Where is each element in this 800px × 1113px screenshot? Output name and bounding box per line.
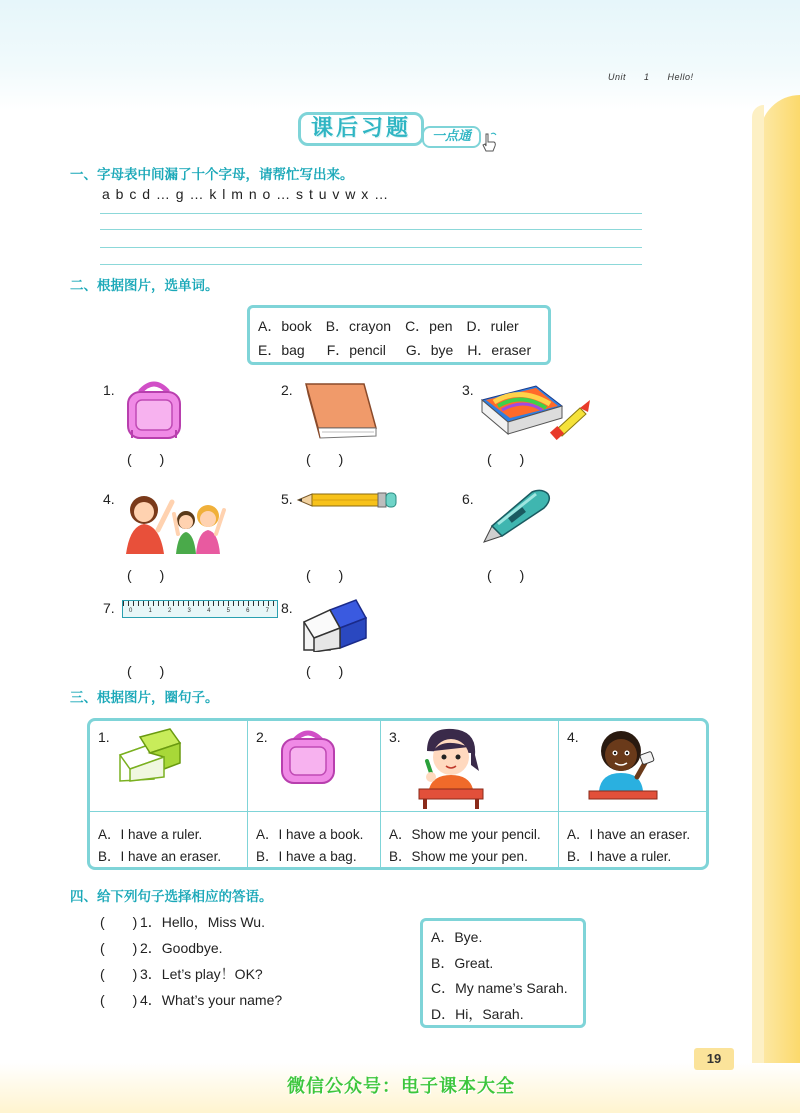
item-number: 3.	[389, 729, 401, 745]
item-number: 7.	[103, 600, 115, 616]
bag-icon	[122, 378, 186, 442]
pencil-icon	[296, 488, 400, 512]
sentence-option[interactable]: A．Show me your pencil.	[389, 827, 541, 842]
running-header	[608, 72, 712, 82]
item-number: 3.	[462, 382, 474, 398]
boy-with-eraser-icon	[587, 725, 663, 809]
word-option: F．pencil	[326, 342, 386, 358]
bag-icon	[276, 727, 340, 787]
answer-blank[interactable]: ( )	[306, 451, 344, 467]
cell-divider	[248, 811, 380, 812]
page-number: 19	[694, 1048, 734, 1070]
waving-bye-icon	[120, 490, 226, 554]
section3-title: 三、根据图片，圈句子。	[70, 690, 219, 706]
item-number: 4.	[103, 491, 115, 507]
title-banner	[298, 112, 498, 150]
item-number: 5.	[281, 491, 293, 507]
item-number: 1.	[98, 729, 110, 745]
item-number: 2.	[281, 382, 293, 398]
sentence-circle-table	[87, 718, 709, 870]
answer-blank[interactable]: ( )	[127, 663, 165, 679]
answer-blank[interactable]: ( )	[100, 940, 138, 956]
sentence-option[interactable]: B．I have an eraser.	[98, 849, 222, 864]
banner-title: 课后习题	[298, 112, 424, 146]
ruler-mark: 4	[207, 608, 211, 614]
sentence-option[interactable]: A．I have a book.	[256, 827, 364, 842]
ruler-scale	[129, 608, 269, 614]
item-number: 4.	[567, 729, 579, 745]
ruler-mark: 1	[148, 608, 152, 614]
ruler-ticks	[123, 601, 277, 606]
header-lesson-title: Hello!	[667, 72, 694, 82]
cell-divider	[90, 811, 247, 812]
ruler-mark: 7	[265, 608, 269, 614]
page-background-top	[0, 0, 800, 110]
word-options-row	[258, 314, 540, 338]
word-option: E．bag	[258, 342, 305, 358]
section1-title: 一、字母表中间漏了十个字母，请帮忙写出来。	[70, 167, 354, 183]
writing-line[interactable]	[100, 264, 642, 265]
answer-option: B．Great.	[431, 954, 494, 971]
word-option: B．crayon	[325, 318, 392, 334]
answer-options-box	[420, 918, 586, 1028]
word-option: A．book	[258, 318, 312, 334]
table-cell	[248, 721, 381, 867]
alphabet-sequence: a b c d … g … k l m n o … s t u v w x …	[102, 186, 390, 202]
pointing-hand-icon	[480, 132, 498, 152]
question-item	[100, 990, 282, 1010]
girl-with-pencil-icon	[413, 725, 489, 809]
word-option: H．eraser	[467, 342, 532, 358]
eraser-icon	[300, 596, 368, 652]
ruler-mark: 0	[129, 608, 133, 614]
question-text: 2．Goodbye.	[140, 940, 223, 956]
answer-blank[interactable]: ( )	[127, 451, 165, 467]
banner-subtitle: 一点通	[422, 126, 481, 148]
ruler-mark: 2	[168, 608, 172, 614]
sentence-option[interactable]: B．Show me your pen.	[389, 849, 528, 864]
sentence-option[interactable]: A．I have an eraser.	[567, 827, 691, 842]
answer-blank[interactable]: ( )	[306, 663, 344, 679]
answer-blank[interactable]: ( )	[306, 567, 344, 583]
answer-blank[interactable]: ( )	[100, 966, 138, 982]
question-text: 1．Hello，Miss Wu.	[140, 914, 265, 930]
writing-line[interactable]	[100, 247, 642, 248]
question-text: 3．Let’s play！OK?	[140, 966, 263, 982]
item-number: 8.	[281, 600, 293, 616]
ruler-mark: 5	[226, 608, 230, 614]
crayon-icon	[480, 378, 594, 440]
ruler-mark: 3	[187, 608, 191, 614]
answer-blank[interactable]: ( )	[127, 567, 165, 583]
answer-option: C．My name’s Sarah.	[431, 980, 568, 996]
watermark-text: 微信公众号：电子课本大全	[287, 1076, 515, 1097]
word-options-row	[258, 338, 540, 362]
writing-line[interactable]	[100, 229, 642, 230]
answer-blank[interactable]: ( )	[100, 914, 138, 930]
eraser-icon	[118, 727, 182, 783]
answer-blank[interactable]: ( )	[100, 992, 138, 1008]
table-cell	[559, 721, 706, 867]
sentence-option[interactable]: A．I have a ruler.	[98, 827, 203, 842]
question-item	[100, 938, 223, 958]
cell-divider	[559, 811, 706, 812]
page-side-tab	[760, 95, 800, 1113]
answer-blank[interactable]: ( )	[487, 567, 525, 583]
table-cell	[90, 721, 248, 867]
question-text: 4．What’s your name?	[140, 992, 283, 1008]
word-options-box	[247, 305, 551, 365]
table-cell	[381, 721, 559, 867]
word-option: G．bye	[405, 342, 454, 358]
ruler-mark: 6	[246, 608, 250, 614]
ruler-icon	[122, 600, 278, 618]
header-unit-label: Unit	[608, 72, 627, 82]
pen-icon	[480, 486, 554, 546]
section2-title: 二、根据图片，选单词。	[70, 278, 219, 294]
item-number: 1.	[103, 382, 115, 398]
question-item	[100, 912, 265, 932]
writing-line[interactable]	[100, 213, 642, 214]
item-number: 6.	[462, 491, 474, 507]
question-item	[100, 964, 263, 984]
sentence-option[interactable]: B．I have a ruler.	[567, 849, 672, 864]
answer-option: D．Hi，Sarah.	[431, 1005, 524, 1022]
cell-divider	[381, 811, 558, 812]
section4-title: 四、给下列句子选择相应的答语。	[70, 889, 273, 905]
header-unit-number: 1	[644, 72, 650, 82]
word-option: C．pen	[405, 318, 453, 334]
answer-option: A．Bye.	[431, 929, 483, 945]
word-option: D．ruler	[466, 318, 519, 334]
sentence-option[interactable]: B．I have a bag.	[256, 849, 357, 864]
item-number: 2.	[256, 729, 268, 745]
book-icon	[298, 382, 378, 440]
answer-blank[interactable]: ( )	[487, 451, 525, 467]
